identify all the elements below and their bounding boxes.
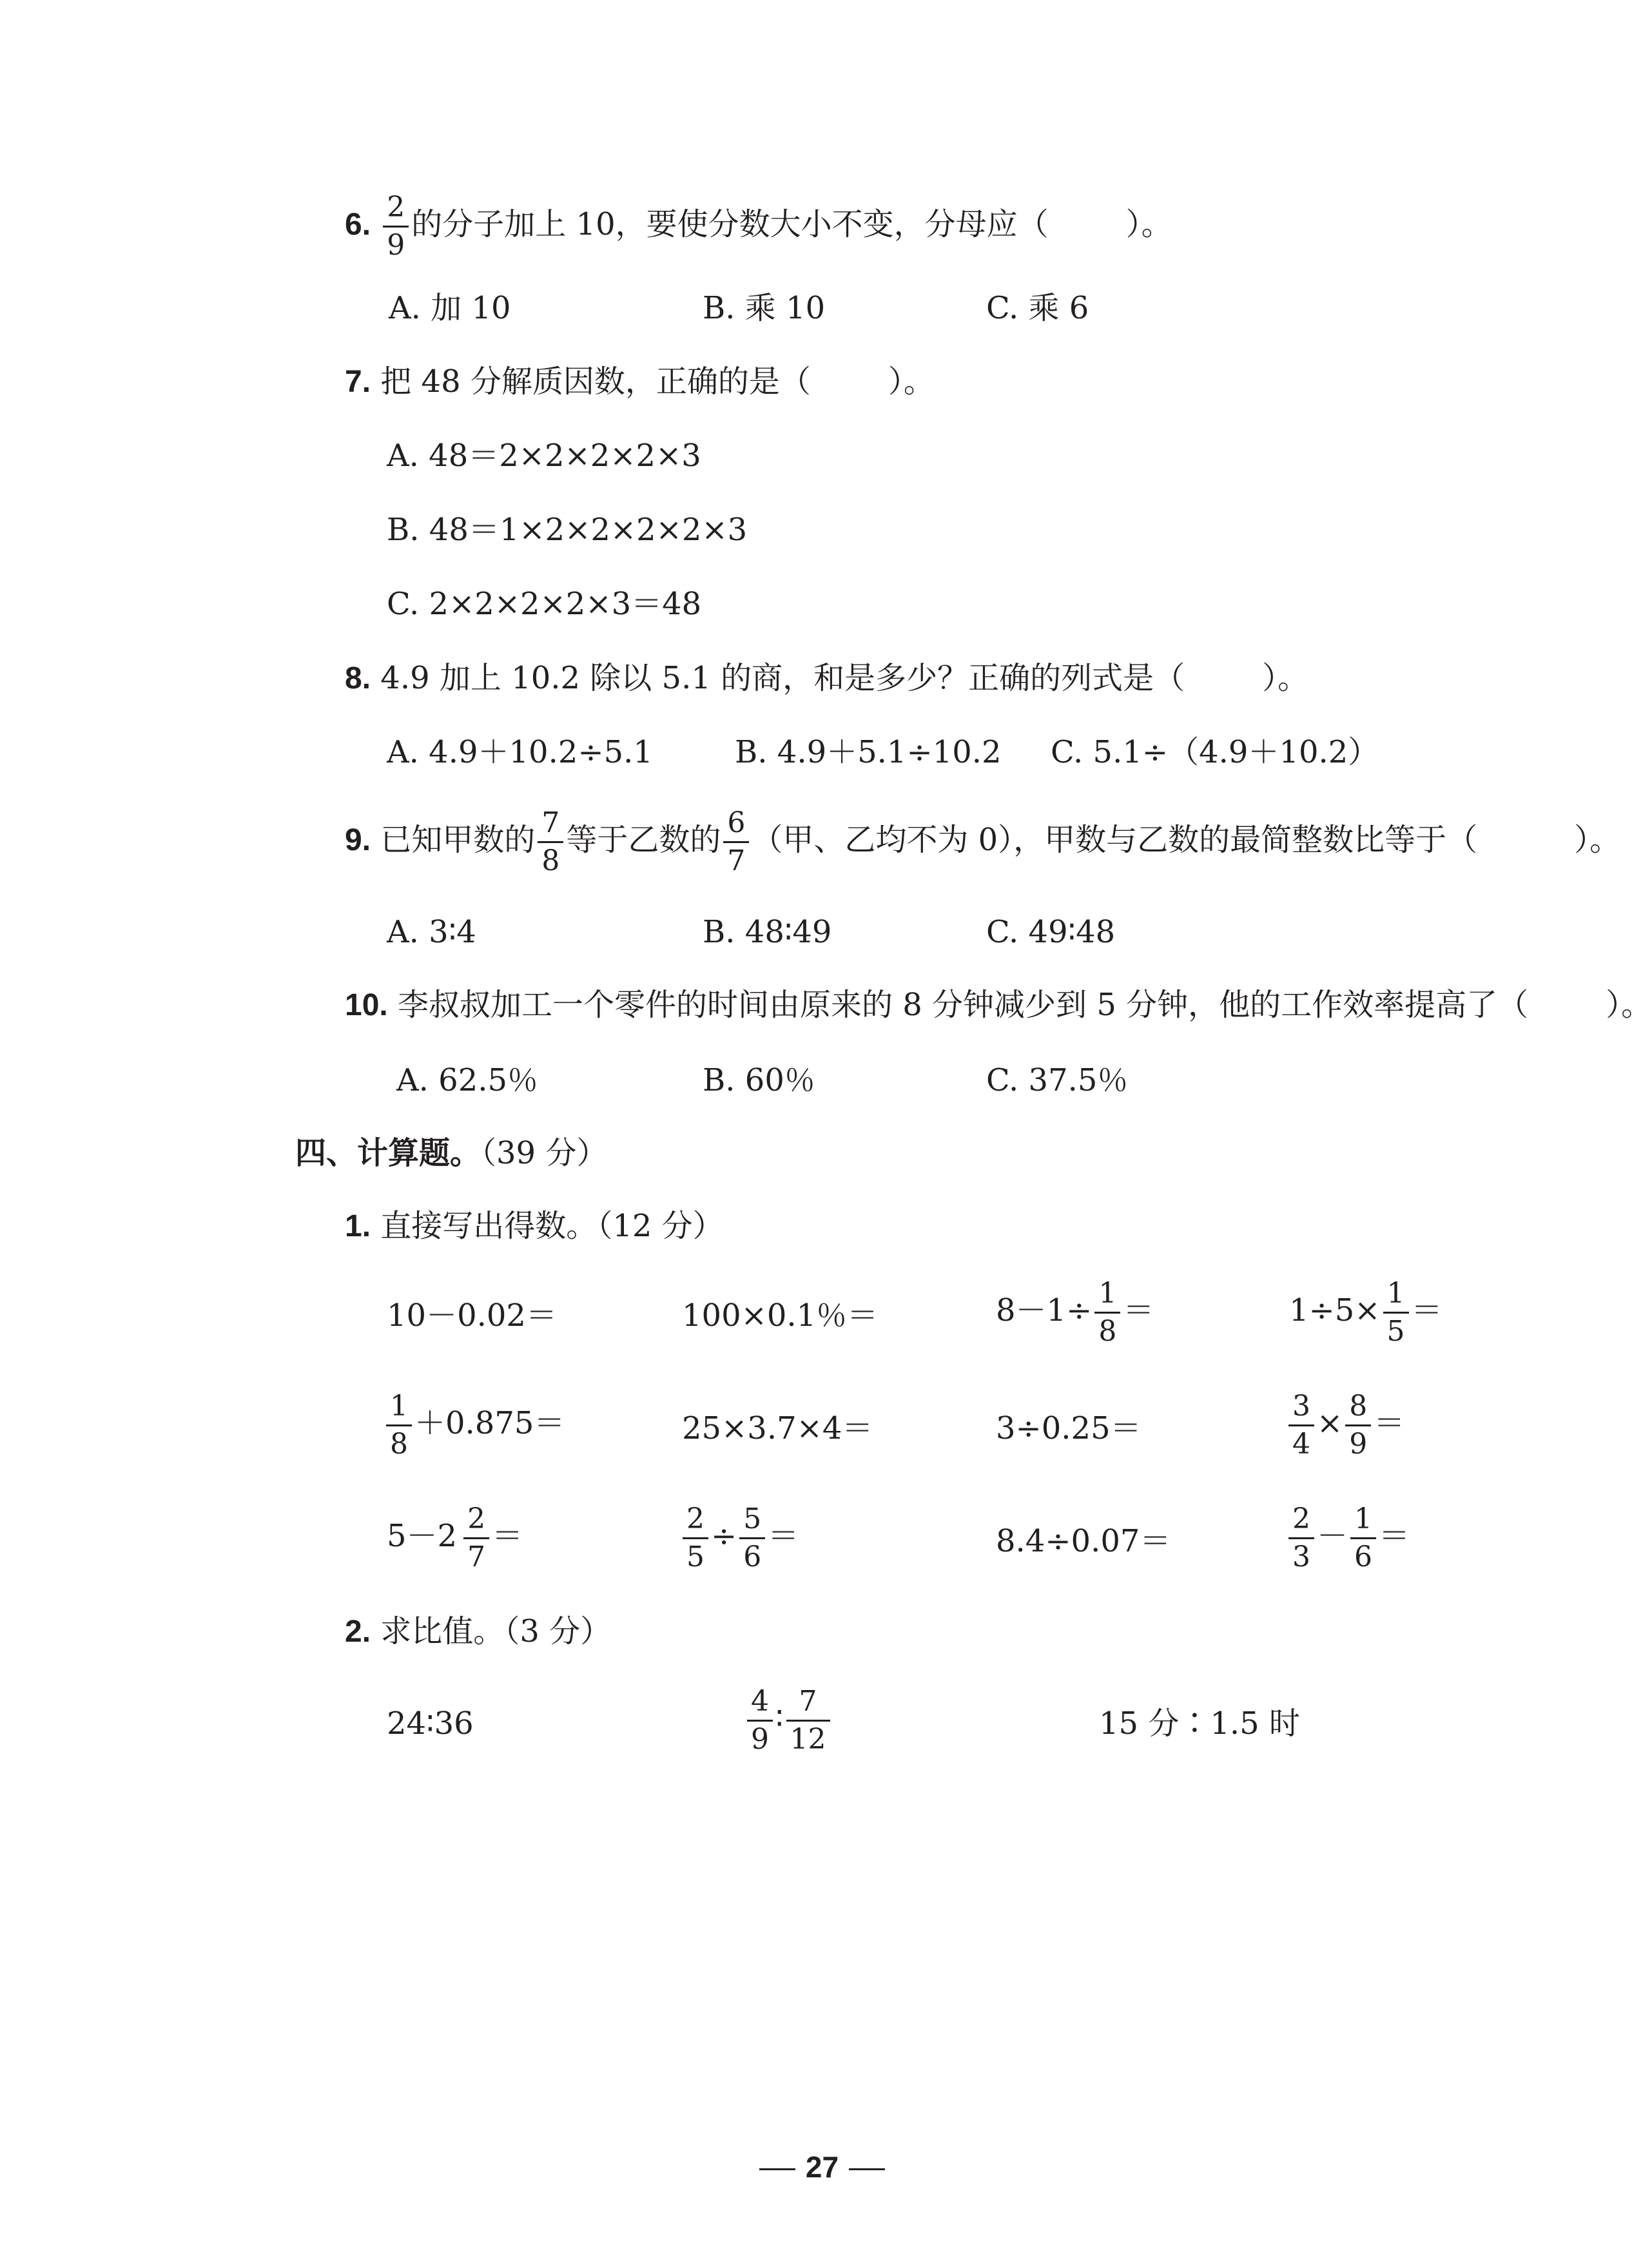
fraction: $\frac{2}{5}$: [683, 1505, 708, 1571]
question-9: 9. 已知甲数的 $\frac{7}{8}$ 等于乙数的 $\frac{6}{7}$ （甲、乙均不为 0），甲数与乙数的最简整数比等于（ ）。: [345, 806, 1621, 877]
expr-r2c3: 3÷0.25＝: [996, 1410, 1142, 1446]
expr-r3c1: 5－2 $\frac{2}{7}$ ＝: [387, 1502, 523, 1573]
fraction: $\frac{1}{8}$: [386, 1392, 412, 1459]
fraction: $\frac{1}{6}$: [1350, 1505, 1376, 1571]
dash-left: [759, 2168, 795, 2170]
expr-r3c3: 8.4÷0.07＝: [996, 1523, 1171, 1559]
page-number-footer: [0, 2150, 1644, 2184]
question-number: 7.: [345, 365, 371, 399]
fraction: $\frac{5}{6}$: [739, 1505, 765, 1571]
question-text: 的分子加上 10，要使分数大小不变，分母应（: [411, 206, 1049, 242]
fraction: $\frac{6}{7}$: [723, 809, 749, 875]
calc-1-heading: [345, 1210, 724, 1242]
option-c: C. 乘 6: [986, 290, 1089, 326]
expr-r1c3: 8－1÷ $\frac{1}{8}$ ＝: [996, 1277, 1154, 1348]
section-score: （39 分）: [481, 1135, 608, 1171]
fraction: $\frac{8}{9}$: [1345, 1392, 1371, 1459]
question-text: 4.9 加上 10.2 除以 5.1 的商，和是多少？正确的列式是（: [380, 660, 1185, 696]
fraction: $\frac{4}{9}$: [747, 1687, 773, 1754]
fraction: $\frac{2}{3}$: [1288, 1505, 1314, 1571]
option-c: C. 37.5％: [986, 1062, 1129, 1098]
question-number: 6.: [345, 208, 371, 242]
calc-title: 直接写出得数。: [380, 1208, 598, 1244]
option-a: A. 4.9＋10.2÷5.1: [387, 734, 653, 770]
question-6: 6. $\frac{2}{9}$ 的分子加上 10，要使分数大小不变，分母应（ ）。: [345, 191, 1172, 262]
calc-score: （12 分）: [597, 1208, 724, 1244]
expr-r2c1: $\frac{1}{8}$ ＋0.875＝: [384, 1392, 565, 1459]
expr-r1c4: 1÷5× $\frac{1}{5}$ ＝: [1289, 1277, 1443, 1348]
expr-r1c1: 10－0.02＝: [387, 1297, 557, 1334]
fraction: $\frac{2}{9}$: [383, 193, 409, 260]
question-8: 8. 4.9 加上 10.2 除以 5.1 的商，和是多少？正确的列式是（ ）。: [345, 660, 1309, 696]
expr-r1c2: 100×0.1％＝: [682, 1297, 879, 1334]
fraction: $\frac{7}{8}$: [538, 809, 563, 875]
question-number: 8.: [345, 661, 371, 695]
section-title: 四、计算题。: [295, 1135, 481, 1171]
question-7: 7. 把 48 分解质因数，正确的是（ ）。: [345, 364, 935, 400]
question-number: 1.: [345, 1209, 371, 1243]
dash-right: [849, 2168, 885, 2170]
fraction: $\frac{2}{7}$: [463, 1505, 489, 1571]
option-b: B. 48∶49: [703, 914, 832, 950]
ratio-1: 24∶36: [387, 1706, 474, 1742]
option-a: A. 加 10: [389, 290, 511, 326]
question-number: 2.: [345, 1615, 371, 1649]
option-a: A. 62.5％: [396, 1062, 539, 1098]
option-c: C. 5.1÷（4.9＋10.2）: [1051, 734, 1379, 770]
option-b: B. 4.9＋5.1÷10.2: [735, 734, 1002, 770]
expr-r2c2: 25×3.7×4＝: [682, 1410, 873, 1446]
question-number: 9.: [345, 823, 371, 857]
calc-score: （3 分）: [504, 1613, 612, 1649]
section-heading: [295, 1135, 608, 1171]
option-c: C. 2×2×2×2×3＝48: [387, 586, 702, 622]
question-text: 把 48 分解质因数，正确的是（: [380, 364, 811, 400]
fraction: $\frac{7}{12}$: [786, 1687, 830, 1754]
option-a: A. 48＝2×2×2×2×3: [387, 438, 701, 474]
ratio-2: $\frac{4}{9}$ ∶ $\frac{7}{12}$: [744, 1687, 833, 1754]
option-b: B. 乘 10: [703, 290, 826, 326]
page-number: 27: [805, 2150, 839, 2184]
calc-title: 求比值。: [380, 1613, 505, 1649]
option-c: C. 49∶48: [986, 914, 1116, 950]
question-10: 10. 李叔叔加工一个零件的时间由原来的 8 分钟减少到 5 分钟，他的工作效率提高了（ ）。: [345, 987, 1652, 1023]
expr-r3c4: $\frac{2}{3}$ － $\frac{1}{6}$ ＝: [1286, 1505, 1410, 1571]
calc-2-heading: [345, 1613, 612, 1649]
fraction: $\frac{1}{8}$: [1094, 1279, 1120, 1346]
option-b: B. 48＝1×2×2×2×2×3: [387, 512, 748, 548]
option-b: B. 60％: [703, 1062, 815, 1098]
fraction: $\frac{1}{5}$: [1383, 1279, 1409, 1346]
option-a: A. 3∶4: [387, 914, 476, 950]
fraction: $\frac{3}{4}$: [1288, 1392, 1314, 1459]
question-number: 10.: [345, 988, 388, 1022]
expr-r2c4: $\frac{3}{4}$ × $\frac{8}{9}$ ＝: [1286, 1392, 1404, 1459]
question-text: 李叔叔加工一个零件的时间由原来的 8 分钟减少到 5 分钟，他的工作效率提高了（: [398, 987, 1529, 1023]
ratio-3: 15 分∶1.5 时: [1099, 1706, 1300, 1742]
expr-r3c2: $\frac{2}{5}$ ÷ $\frac{5}{6}$ ＝: [680, 1505, 799, 1571]
